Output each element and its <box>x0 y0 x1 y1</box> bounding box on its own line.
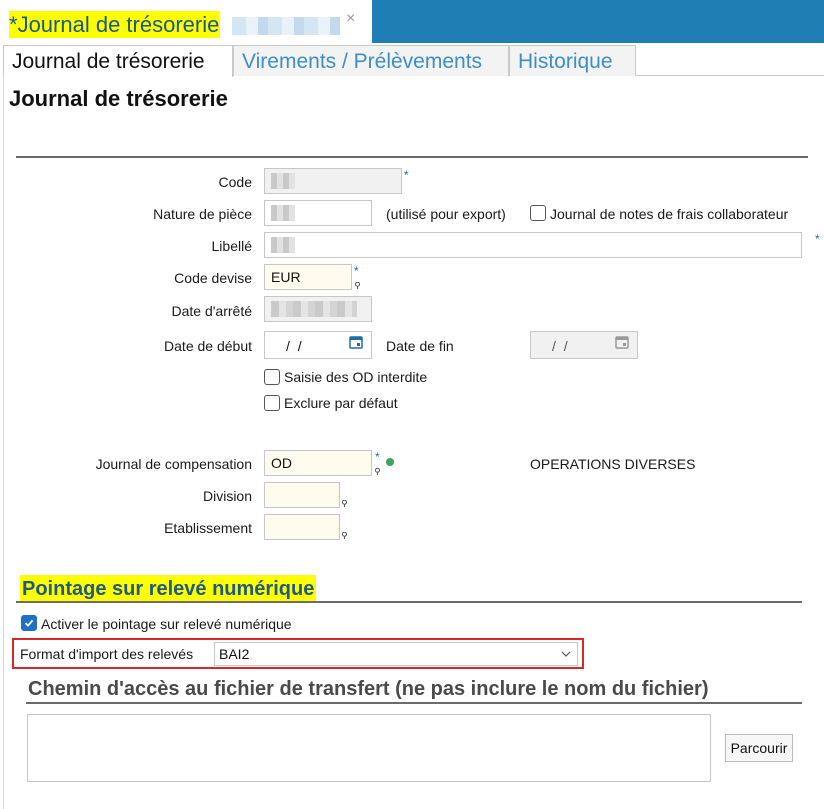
document-tab-label: Journal de trésorerie <box>17 12 220 37</box>
date-fin-value: / / <box>552 338 570 354</box>
compensation-description: OPERATIONS DIVERSES <box>530 456 696 472</box>
code-devise-label: Code devise <box>174 270 252 286</box>
chemin-section-title: Chemin d'accès au fichier de transfert (ne pas inclure le nom du fichier) <box>28 678 709 700</box>
lookup-pin-icon[interactable] <box>375 468 380 475</box>
pointage-section-title: Pointage sur relevé numérique <box>20 575 316 603</box>
format-import-label: Format d'import des relevés <box>20 646 194 662</box>
required-marker: * <box>354 264 359 278</box>
compensation-field[interactable]: OD <box>264 450 372 476</box>
document-tab-title <box>9 11 220 38</box>
code-devise-field[interactable]: EUR <box>264 264 352 290</box>
notes-frais-label: Journal de notes de frais collaborateur <box>550 206 789 222</box>
unsaved-marker: * <box>9 12 18 37</box>
libelle-field[interactable] <box>264 232 802 258</box>
tab-historique[interactable]: Historique <box>509 45 636 76</box>
required-marker: * <box>815 232 820 246</box>
libelle-label: Libellé <box>211 238 252 254</box>
etablissement-field[interactable] <box>264 514 340 540</box>
section-divider <box>16 156 808 158</box>
info-icon[interactable] <box>386 458 394 466</box>
format-import-select[interactable] <box>214 642 578 666</box>
exclure-par-defaut-label: Exclure par défaut <box>284 395 398 411</box>
page-title: Journal de trésorerie <box>9 86 228 111</box>
document-tab[interactable] <box>0 0 372 43</box>
tab-journal-tresorerie[interactable]: Journal de trésorerie <box>3 45 233 77</box>
date-fin-label: Date de fin <box>386 338 454 354</box>
close-tab-icon[interactable]: × <box>346 10 356 27</box>
code-label: Code <box>218 174 252 190</box>
date-debut-label: Date de début <box>164 338 252 354</box>
chemin-acces-field[interactable] <box>27 714 711 782</box>
division-label: Division <box>202 488 252 504</box>
date-debut-value: / / <box>286 338 304 354</box>
compensation-label: Journal de compensation <box>95 456 252 472</box>
division-field[interactable] <box>264 482 340 508</box>
required-marker: * <box>404 168 409 182</box>
lookup-pin-icon[interactable] <box>342 532 347 539</box>
lookup-pin-icon[interactable] <box>342 500 347 507</box>
activer-pointage-checkbox[interactable] <box>21 615 37 631</box>
checkmark-icon <box>24 618 34 628</box>
tab-bar <box>3 43 824 76</box>
section-divider <box>26 702 802 704</box>
notes-frais-checkbox[interactable] <box>530 205 546 221</box>
activer-pointage-label: Activer le pointage sur relevé numérique <box>41 616 292 632</box>
nature-piece-label: Nature de pièce <box>153 206 252 222</box>
redacted-value <box>271 173 295 189</box>
lookup-pin-icon[interactable] <box>355 282 360 289</box>
format-import-value: BAI2 <box>219 646 250 662</box>
tab-virements-prelevements[interactable]: Virements / Prélèvements <box>233 45 509 76</box>
nature-piece-note: (utilisé pour export) <box>386 206 506 222</box>
redacted-value <box>271 237 295 253</box>
section-divider <box>16 601 802 603</box>
date-arrete-label: Date d'arrêté <box>171 303 252 319</box>
content-border <box>3 76 4 809</box>
etablissement-label: Etablissement <box>164 520 252 536</box>
nature-piece-field[interactable] <box>264 200 372 226</box>
code-field[interactable] <box>264 168 402 194</box>
redacted-record-name <box>232 17 340 35</box>
date-arrete-field <box>264 296 372 322</box>
saisie-od-interdite-checkbox[interactable] <box>264 369 280 385</box>
exclure-par-defaut-checkbox[interactable] <box>264 395 280 411</box>
calendar-icon[interactable] <box>349 335 363 349</box>
browse-button[interactable]: Parcourir <box>725 734 793 762</box>
required-marker: * <box>375 450 380 464</box>
saisie-od-interdite-label: Saisie des OD interdite <box>284 369 428 385</box>
redacted-value <box>271 205 295 221</box>
redacted-value <box>271 301 357 317</box>
chevron-down-icon <box>561 649 571 659</box>
calendar-icon[interactable] <box>615 335 629 349</box>
